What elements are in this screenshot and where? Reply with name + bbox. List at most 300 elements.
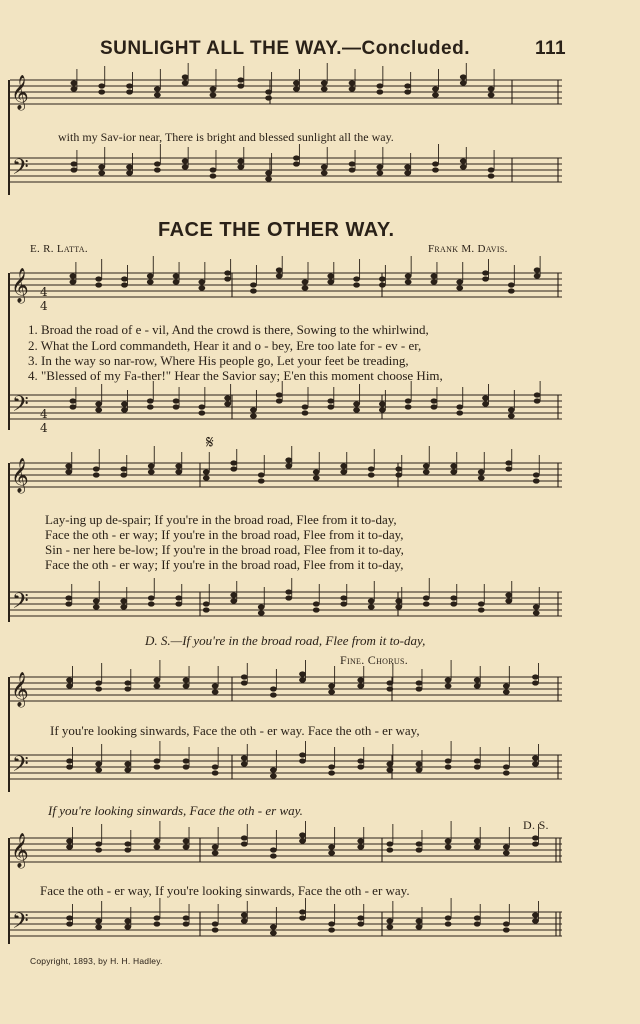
s4-bass-note [95, 767, 102, 772]
s5-bass-note [445, 921, 452, 926]
s2-treble-note [405, 279, 412, 284]
s5-treble-note [416, 847, 423, 852]
s2-bass-note [302, 404, 309, 409]
s2-treble-note [405, 273, 412, 278]
s5-bass-note [503, 921, 510, 926]
s5-bass-note [503, 927, 510, 932]
s5-treble-note [183, 844, 190, 849]
s4-bass-note [532, 761, 539, 766]
s1-treble-note [237, 77, 244, 82]
s1-bass-note [432, 167, 439, 172]
s4-bass-note [532, 755, 539, 760]
s3-bass-note [203, 607, 210, 612]
s3-bass-note [285, 595, 292, 600]
s4-treble-note [212, 689, 219, 694]
s3-treble-note [395, 466, 402, 471]
s3-treble-note [120, 466, 127, 471]
s1-bass-note [237, 164, 244, 169]
s3-treble-note [285, 463, 292, 468]
s1-bass-note [210, 173, 217, 178]
s3-bass-note [395, 598, 402, 603]
s1-treble-note [98, 83, 105, 88]
s5-treble-note [503, 844, 510, 849]
s4-treble-note [503, 689, 510, 694]
s5-bass-note [241, 918, 248, 923]
s5-bass-note [474, 915, 481, 920]
s4-bass-note [95, 761, 102, 766]
s2-treble-note [431, 279, 438, 284]
s2-treble-note [147, 279, 154, 284]
chorus-line-2: Face the oth - er way, If you're looking sinwards, Face the oth - er way. [40, 883, 410, 898]
s3-bass-note [93, 598, 100, 603]
s4-bass-note [386, 767, 393, 772]
s4-treble-note [183, 683, 190, 688]
s3-treble-note [258, 478, 265, 483]
s2-bass-note [327, 404, 334, 409]
s1-bass-note [460, 158, 467, 163]
s5-bass-note [532, 912, 539, 917]
s3-treble-note [505, 460, 512, 465]
s5-treble-note [124, 841, 131, 846]
verse-line-4a: 4. "Blessed of my Fa-ther!" Hear the Savior say; E'en this moment choose Him, [28, 368, 443, 383]
s3-bass-note [93, 604, 100, 609]
s3-bass-note [505, 592, 512, 597]
s1-bass-note [126, 164, 133, 169]
time-sig-top: 4 [40, 285, 48, 299]
s1-treble-note [293, 80, 300, 85]
s3-bass-note [148, 595, 155, 600]
s1-bass-note [293, 155, 300, 160]
s4-treble-note [503, 683, 510, 688]
s3-treble-note [313, 475, 320, 480]
s2-treble-note [508, 282, 515, 287]
verse-line-4b: Face the oth - er way; If you're in the broad road, Flee from it to-day, [45, 557, 404, 572]
s1-bass-note [98, 164, 105, 169]
s1-bass-note [182, 164, 189, 169]
s2-treble-note [224, 276, 231, 281]
s3-bass-note [313, 601, 320, 606]
s5-treble-note [474, 838, 481, 843]
s4-bass-note [416, 761, 423, 766]
s2-treble-note [198, 279, 205, 284]
s3-bass-note [120, 604, 127, 609]
s4-bass-note [445, 758, 452, 763]
s1-treble-note [404, 83, 411, 88]
s1-bass-note [126, 170, 133, 175]
s2-bass-note [95, 401, 102, 406]
s2-treble-note [198, 285, 205, 290]
s2-treble-note [173, 279, 180, 284]
s2-bass-note [276, 398, 283, 403]
s3-treble-note [93, 472, 100, 477]
s5-bass-note [474, 921, 481, 926]
s5-treble-note [124, 847, 131, 852]
s3-treble-note [230, 460, 237, 465]
composer-credit: Frank M. Davis. [428, 243, 508, 255]
s2-bass-note [379, 407, 386, 412]
s5-treble-note [66, 844, 73, 849]
page-number: 111 [535, 38, 567, 59]
s5-bass-note [270, 924, 277, 929]
s2-bass-note [198, 404, 205, 409]
s5-bass-note [95, 924, 102, 929]
s3-bass-note [203, 601, 210, 606]
s1-bass-note [488, 167, 495, 172]
s2-treble-note [327, 279, 334, 284]
s2-bass-note [276, 392, 283, 397]
s5-treble-note [532, 835, 539, 840]
s3-treble-note [423, 463, 430, 468]
s3-bass-note [423, 595, 430, 600]
s2-bass-note [482, 401, 489, 406]
s3-treble-note [368, 472, 375, 477]
s4-treble-note [270, 692, 277, 697]
s2-bass-note [534, 392, 541, 397]
s1-bass-note [404, 170, 411, 175]
s1-bass-note [237, 158, 244, 163]
s5-bass-note [124, 918, 131, 923]
s4-bass-note [328, 764, 335, 769]
s1-treble-treble-clef: 𝄞 [11, 75, 29, 110]
s3-treble-note [203, 475, 210, 480]
s4-treble-note [386, 680, 393, 685]
s3-treble-note [505, 466, 512, 471]
s2-treble-note [224, 270, 231, 275]
s3-bass-note [533, 604, 540, 609]
s3-bass-note [450, 595, 457, 600]
s2-treble-note [456, 285, 463, 290]
s1-treble-note [71, 86, 78, 91]
s5-bass-note [328, 927, 335, 932]
s4-bass-note [66, 758, 73, 763]
s4-treble-note [328, 683, 335, 688]
s5-treble-note [212, 844, 219, 849]
s3-bass-bass-clef: 𝄢 [12, 589, 29, 619]
s3-treble-note [285, 457, 292, 462]
s5-treble-note [66, 838, 73, 843]
s5-treble-note [445, 838, 452, 843]
s5-treble-note [474, 844, 481, 849]
s5-treble-note [532, 841, 539, 846]
s5-bass-bass-clef: 𝄢 [12, 909, 29, 939]
copyright-notice: Copyright, 1893, by H. H. Hadley. [30, 956, 163, 966]
s5-treble-note [95, 841, 102, 846]
s2-treble-note [534, 273, 541, 278]
running-title: SUNLIGHT ALL THE WAY.—Concluded. [100, 38, 470, 59]
s2-bass-note [302, 410, 309, 415]
s1-treble-note [321, 86, 328, 91]
s2-bass-note [482, 395, 489, 400]
s3-treble-note [313, 469, 320, 474]
s3-bass-note [175, 601, 182, 606]
s2-treble-note [327, 273, 334, 278]
s3-bass-note [285, 589, 292, 594]
s3-treble-note [395, 472, 402, 477]
s2-treble-note [95, 276, 102, 281]
s2-treble-note [379, 282, 386, 287]
s3-bass-note [478, 607, 485, 612]
s2-treble-note [534, 267, 541, 272]
s1-bass-note [321, 170, 328, 175]
s3-bass-note [450, 601, 457, 606]
s3-bass-note [230, 598, 237, 603]
s1-bass-note [154, 161, 161, 166]
s2-treble-note [482, 276, 489, 281]
s3-bass-note [313, 607, 320, 612]
s4-treble-note [445, 683, 452, 688]
s3-treble-note [148, 463, 155, 468]
s4-bass-note [66, 764, 73, 769]
s3-treble-note [258, 472, 265, 477]
s4-bass-note [241, 761, 248, 766]
time-sig-bottom: 4 [40, 299, 48, 313]
s4-treble-note [95, 680, 102, 685]
s5-bass-note [66, 921, 73, 926]
s3-bass-note [65, 595, 72, 600]
s4-treble-note [328, 689, 335, 694]
s4-treble-note [95, 686, 102, 691]
s5-bass-note [328, 921, 335, 926]
ds-mark: D. S. [523, 818, 549, 832]
s5-bass-note [124, 924, 131, 929]
s1-bass-note [98, 170, 105, 175]
s1-bass-note [432, 161, 439, 166]
s3-treble-treble-clef: 𝄞 [11, 458, 29, 493]
s2-bass-note [224, 395, 231, 400]
s5-bass-note [241, 912, 248, 917]
s5-bass-note [183, 921, 190, 926]
s5-treble-note [299, 832, 306, 837]
s5-bass-note [212, 927, 219, 932]
verse-line-2b: Face the oth - er way; If you're in the broad road, Flee from it to-day, [45, 527, 404, 542]
s1-treble-note [460, 80, 467, 85]
s1-treble-note [488, 92, 495, 97]
s4-treble-note [474, 683, 481, 688]
s2-treble-note [250, 288, 257, 293]
s2-bass-note [405, 398, 412, 403]
s3-bass-note [258, 604, 265, 609]
s3-treble-note [175, 469, 182, 474]
s5-treble-treble-clef: 𝄞 [11, 833, 29, 868]
s2-treble-note [302, 279, 309, 284]
s2-bass-note [147, 404, 154, 409]
s1-bass-note [265, 170, 272, 175]
s1-treble-note [376, 89, 383, 94]
s5-bass-note [386, 918, 393, 923]
s2-bass-note [327, 398, 334, 403]
s4-bass-note [299, 752, 306, 757]
s1-bass-note [488, 173, 495, 178]
s5-bass-note [270, 930, 277, 935]
s4-bass-note [270, 767, 277, 772]
s1-treble-note [98, 89, 105, 94]
s4-bass-note [241, 755, 248, 760]
s4-treble-note [357, 683, 364, 688]
s3-treble-note [423, 469, 430, 474]
s2-bass-note [508, 407, 515, 412]
s5-treble-note [241, 841, 248, 846]
s3-bass-note [148, 601, 155, 606]
s5-treble-note [328, 850, 335, 855]
fine-chorus-marking: Fine. Chorus. [340, 653, 409, 667]
s2-bass-note [379, 401, 386, 406]
s1-treble-note [182, 74, 189, 79]
s1-treble-note [210, 92, 217, 97]
s2-bass-note [198, 410, 205, 415]
s5-bass-note [299, 915, 306, 920]
s5-bass-note [532, 918, 539, 923]
s1-treble-note [321, 80, 328, 85]
s2-treble-treble-clef: 𝄞 [11, 268, 29, 303]
s2-treble-note [508, 288, 515, 293]
s4-bass-note [154, 758, 161, 763]
s1-treble-note [349, 86, 356, 91]
s5-bass-note [416, 924, 423, 929]
s5-treble-note [154, 844, 161, 849]
s3-bass-note [230, 592, 237, 597]
chorus-bass-lyric: If you're looking sinwards, Face the oth - er way. [48, 803, 303, 818]
s3-bass-note [423, 601, 430, 606]
s1-treble-note [349, 80, 356, 85]
time-sig-top: 4 [40, 407, 48, 421]
s2-bass-note [69, 404, 76, 409]
s5-bass-note [66, 915, 73, 920]
s4-bass-note [183, 764, 190, 769]
s1-bass-note [182, 158, 189, 163]
s4-treble-note [154, 683, 161, 688]
s3-bass-note [368, 598, 375, 603]
s2-bass-note [121, 407, 128, 412]
s1-bass-note [293, 161, 300, 166]
s5-treble-note [212, 850, 219, 855]
s3-bass-note [505, 598, 512, 603]
s1-treble-note [154, 86, 161, 91]
s4-bass-note [357, 758, 364, 763]
s4-treble-note [241, 680, 248, 685]
s4-treble-note [299, 677, 306, 682]
s4-treble-note [124, 680, 131, 685]
s1-treble-note [182, 80, 189, 85]
s2-bass-note [69, 398, 76, 403]
hymn-title: FACE THE OTHER WAY. [158, 219, 395, 241]
s4-bass-note [445, 764, 452, 769]
s1-treble-note [126, 89, 133, 94]
s5-treble-note [270, 853, 277, 858]
s2-bass-note [224, 401, 231, 406]
s1-treble-note [432, 92, 439, 97]
s4-bass-note [328, 770, 335, 775]
s2-bass-note [456, 404, 463, 409]
s4-bass-note [474, 764, 481, 769]
s2-bass-note [456, 410, 463, 415]
s3-bass-note [340, 595, 347, 600]
s1-bass-note [210, 167, 217, 172]
s4-treble-note [212, 683, 219, 688]
s3-bass-note [478, 601, 485, 606]
s4-treble-note [241, 674, 248, 679]
s4-bass-note [154, 764, 161, 769]
s4-bass-note [212, 770, 219, 775]
s4-bass-note [212, 764, 219, 769]
s3-treble-note [533, 478, 540, 483]
s4-bass-note [124, 767, 131, 772]
s2-bass-note [431, 398, 438, 403]
s3-treble-note [450, 469, 457, 474]
s4-treble-note [416, 686, 423, 691]
s1-bass-note [404, 164, 411, 169]
s3-treble-note [65, 463, 72, 468]
s3-treble-note [340, 463, 347, 468]
s3-treble-note [230, 466, 237, 471]
s4-bass-note [503, 764, 510, 769]
s5-treble-note [357, 844, 364, 849]
s2-bass-note [173, 404, 180, 409]
s3-bass-note [368, 604, 375, 609]
s2-bass-note [95, 407, 102, 412]
lyricist-credit: E. R. Latta. [30, 243, 88, 255]
sunlight-lyric: with my Sav-ior near, There is bright and blessed sunlight all the way. [58, 130, 394, 144]
s5-bass-note [445, 915, 452, 920]
s2-bass-note [147, 398, 154, 403]
s1-treble-note [126, 83, 133, 88]
s4-bass-bass-clef: 𝄢 [12, 752, 29, 782]
s2-bass-note [353, 401, 360, 406]
s3-treble-note [175, 463, 182, 468]
s4-bass-note [183, 758, 190, 763]
s5-treble-note [445, 844, 452, 849]
s3-treble-note [478, 469, 485, 474]
s2-bass-note [250, 413, 257, 418]
s1-bass-note [376, 164, 383, 169]
s1-bass-note [349, 161, 356, 166]
s4-treble-note [66, 683, 73, 688]
s5-treble-note [386, 841, 393, 846]
s1-treble-note [237, 83, 244, 88]
s4-treble-note [532, 680, 539, 685]
s2-treble-note [456, 279, 463, 284]
s5-bass-note [154, 915, 161, 920]
s4-treble-note [416, 680, 423, 685]
s1-bass-note [71, 161, 78, 166]
s2-treble-note [276, 273, 283, 278]
s5-treble-note [154, 838, 161, 843]
s2-treble-note [302, 285, 309, 290]
segno-sign: 𝄋 [206, 432, 214, 453]
verse-line-1b: Lay-ing up de-spair; If you're in the broad road, Flee from it to-day, [45, 512, 397, 527]
s2-treble-note [379, 276, 386, 281]
s3-treble-note [368, 466, 375, 471]
s2-treble-note [173, 273, 180, 278]
s3-treble-note [450, 463, 457, 468]
s2-treble-note [147, 273, 154, 278]
s4-treble-note [299, 671, 306, 676]
s5-bass-note [212, 921, 219, 926]
s2-bass-bass-clef: 𝄢 [12, 392, 29, 422]
s2-treble-note [250, 282, 257, 287]
s1-treble-note [460, 74, 467, 79]
time-sig-bottom: 4 [40, 421, 48, 435]
s4-treble-note [124, 686, 131, 691]
s1-bass-note [154, 167, 161, 172]
s2-treble-note [276, 267, 283, 272]
s5-treble-note [503, 850, 510, 855]
s4-bass-note [386, 761, 393, 766]
s5-bass-note [416, 918, 423, 923]
s2-treble-note [121, 282, 128, 287]
s2-treble-note [69, 273, 76, 278]
s3-treble-note [65, 469, 72, 474]
s1-bass-note [265, 176, 272, 181]
